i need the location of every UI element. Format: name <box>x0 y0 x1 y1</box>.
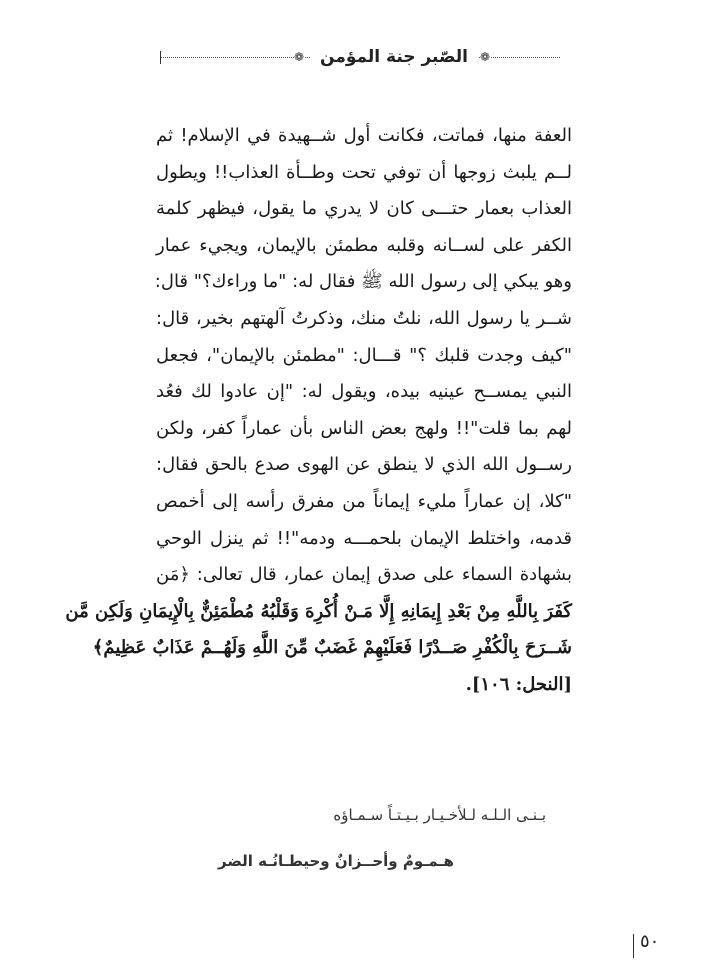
text-line: العفة منها، فماتت، فكانت أول شــهيدة في الإسلام! ثم <box>156 125 572 146</box>
text-line: "كلا، إن عماراً مليء إيماناً من مفرق رأسه إلى أخمص <box>156 490 572 512</box>
main-text-block <box>65 118 572 704</box>
text-line: "كيف وجدت قلبك ؟" قـــال: "مطمئن بالإيمان"، فجعل <box>156 344 572 366</box>
poem-verse-second: هـمـومٌ وأحــزانٌ وحيطـانُـه الضر <box>218 852 454 870</box>
text-line: وهو يبكي إلى رسول الله ﷺ فقال له: "ما وراءك؟" قال: <box>154 271 572 293</box>
text-line: بشهادة السماء على صدق إيمان عمار، قال تعالى: ﴿مَن <box>156 564 572 586</box>
text-line: رســول الله الذي لا ينطق عن الهوى صدع بالحق فقال: <box>156 454 572 476</box>
poem-verse-first: بـنـى الـلـه لـلأخـيـار بـيـتـاً سـمـاؤه <box>333 806 546 824</box>
quran-verse-line: شَــرَحَ بِالْكُفْرِ صَــدْرًا فَعَلَيْهِمْ غَضَبٌ مِّنَ اللَّهِ وَلَهُــمْ عَذَابٌ عَظِيمٌ﴾ <box>92 637 572 659</box>
quran-verse-line: كَفَرَ بِاللَّهِ مِنْ بَعْدِ إِيمَانِهِ إِلَّا مَـنْ أُكْرِهَ وَقَلْبُهُ مُطْمَئِنٌّ بِالْإِيمَانِ وَلَكِن مَّن <box>65 600 572 622</box>
text-line: قدمه، واختلط الإيمان بلحمـــه ودمه"!! ثم ينزل الوحي <box>156 527 572 549</box>
text-line: الكفر على لســانه وقلبه مطمئن بالإيمان، ويجيء عمار <box>156 234 572 256</box>
text-line: النبي يمســح عينيه بيده، ويقول له: "إن عادوا لك فعُد <box>156 381 572 403</box>
page-number: ٥٠ <box>640 931 660 952</box>
header-ornament-right-icon: ❁ <box>480 50 491 64</box>
text-line: العذاب بعمار حتـــى كان لا يدري ما يقول، فيظهر كلمة <box>156 198 572 220</box>
header-end-mark <box>160 51 161 64</box>
page-number-rule <box>633 934 634 958</box>
text-line: لهم بما قلت"!! ولهج بعض الناس بأن عماراً كفر، ولكن <box>156 417 572 439</box>
text-line: شــر يا رسول الله، نلتُ منك، وذكرتُ آلهتهم بخير، قال: <box>156 307 572 329</box>
verse-citation: [النحل: ١٠٦]. <box>465 673 572 695</box>
text-line: لــم يلبث زوجها أن توفي تحت وطــأة العذاب!! ويطول <box>156 161 572 183</box>
header-ornament-left-icon: ❁ <box>294 50 305 64</box>
book-title: الصّبر جنة المؤمن <box>310 43 478 71</box>
running-header <box>160 38 560 78</box>
